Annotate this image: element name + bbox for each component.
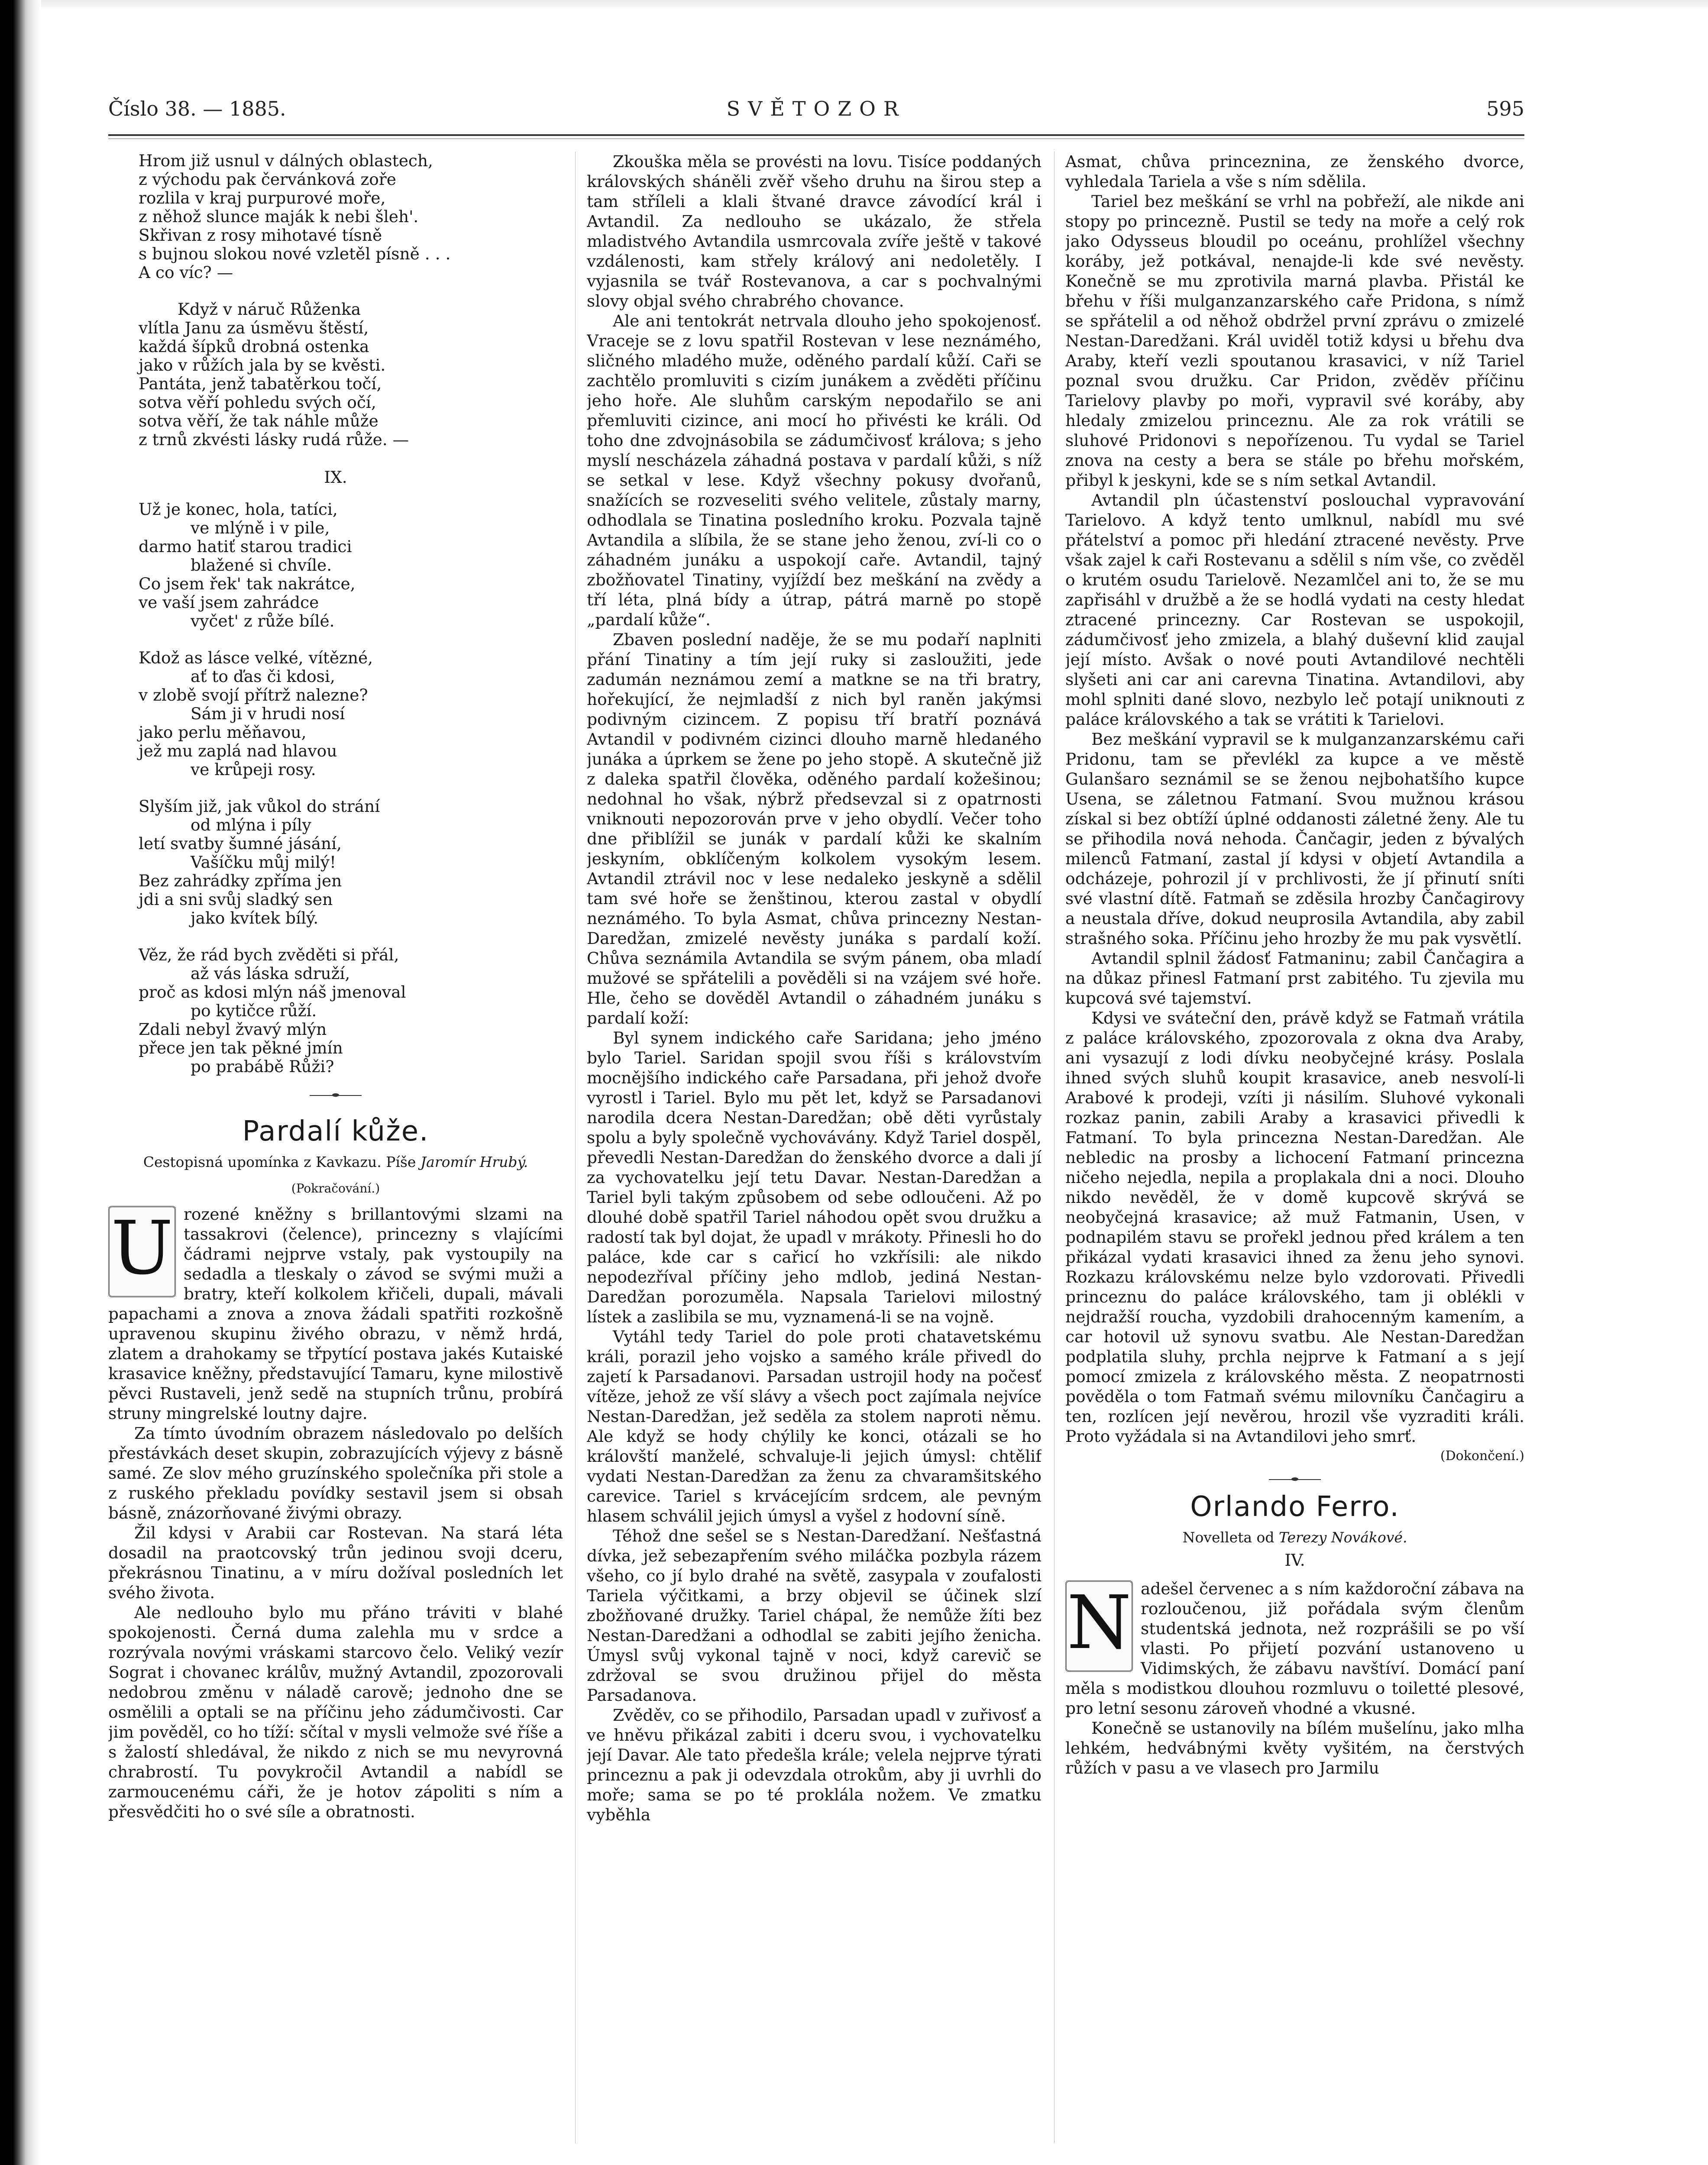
poem-line: Skřivan z rosy mihotavé tísně bbox=[139, 226, 382, 245]
paragraph: Byl synem indického caře Saridana; jeho jméno bylo Tariel. Saridan spojil svou říši s královstvím mocnějšího indického caře Parsadana, při jehož dvoře vyrostl i Tariel. Bylo mu pět let, když se Parsadanovi narodila dcera Nestan-Daredžan; obě děti vyrůstaly spolu a byly společně vychovávány. Když Tariel dospěl, převedli Nestan-Daredžan do ženského dvorce a dali jí za vychovatelku její tetu Davar. Nestan-Daredžan a Tariel byli takým způsobem od sebe odloučeni. Až po dlouhé době spatřil Tariel náhodou opět svou družku a radostí tak byl dojat, že upadl v mrákoty. Přinesli ho do paláce, kde car s cařicí ho vzkřísili: ale nikdo nepodezříval příčiny jeho mdlob, jediná Nestan-Daredžan porozuměla. Napsala Tarielovi milostný lístek a zaslibila se mu, vyznamená-li se na vojně. bbox=[587, 1028, 1042, 1326]
story-author: Terezy Novákové. bbox=[1279, 1529, 1407, 1546]
poem-line: Už je konec, hola, tatíci, bbox=[139, 500, 338, 519]
story-subtitle bbox=[1065, 1528, 1524, 1547]
paragraph: Avtandil pln účastenství poslouchal vypravování Tarielovo. A když tento umlknul, nabídl mu své přátelství a pomoc při hledání ztracené nevěsty. Prve však zajel k caři Rostevanu a sdělil s ním vše, co zvěděl o krutém osudu Tarielově. Nezamlčel ani to, že se mu zapřisáhl v družbě a že se hodlá vydati na cesty hledat ztracené princezny. Car Rostevan se uspokojil, zádumčivosť jeho zmizela, a blahý duševní klid zaujal její místo. Avšak o nové pouti Avtandilové nechtěli slyšeti ani car ani carevna Tinatina. Avtandilovi, aby mohl splniti dané slovo, nezbylo leč potají uniknouti z paláce královského a tak se vrátiti k Tarielovi. bbox=[1065, 491, 1524, 729]
paragraph: Zkouška měla se provésti na lovu. Tisíce poddaných královských sháněli zvěř všeho druhu na širou step a tam stříleli a klali štvané dravce závodící král i Avtandil. Za nedlouho se ukázalo, že střela mladistvého Avtandila usmrcovala zvíře ještě v takové vzdálenosti, kam střely králový ani nedoletěly. I vyjasnila se tvář Rostevanova, a car s pochvalnými slovy objal svého chrabrého chovance. bbox=[587, 152, 1042, 310]
poem-line: rozlila v kraj purpurové moře, bbox=[139, 188, 386, 207]
divider-ornament bbox=[310, 1094, 362, 1097]
paragraph: Žil kdysi v Arabii car Rostevan. Na stará léta dosadil na praotcovský trůn jedinou svoji dceru, překrásnou Tinatinu, a v míru dožíval posledních let svého života. bbox=[108, 1523, 563, 1602]
page-number: 595 bbox=[1486, 97, 1524, 120]
poem-line: proč as kdosi mlýn náš jmenoval bbox=[139, 982, 406, 1002]
drop-cap-initial: U bbox=[108, 1206, 176, 1297]
column-3 bbox=[1065, 152, 1524, 2143]
header-rule bbox=[108, 134, 1524, 136]
paragraph: Zvěděv, co se přihodilo, Parsadan upadl v zuřivosť a ve hněvu přikázal zabiti i dceru svou, i vychovatelku její Davar. Ale tato předešla krále; velela nejprve týrati princeznu a pak ji odevzdala otrokům, aby ji uvrhli do moře; sama se po té proklála nožem. Ve zmatku vyběhla bbox=[587, 1706, 1042, 1824]
paragraph: Zbaven poslední naděje, že se mu podaří naplniti přání Tinatiny a tím její ruky si zasloužiti, jede zadumán neznámou zemí a matkne se na tři bratry, hořekující, že nejmladší z nich byl raněn jakýmsi podivným cizincem. Z popisu tří bratří poznává Avtandil v podivném cizinci dlouho marně hledaného junáka a úprkem se žene po jeho stopě. A skutečně již z daleka spatřil člověka, oděného pardalí kožešinou; nedohnal ho však, nýbrž předsevzal si z opatrnosti vniknouti nepozorován prve v jeho obydlí. Večer toho dne přiblížil se junák v pardalí kůži ke skalním jeskyním, obklíčeným kolkolem vysokým lesem. Avtandil ztrávil noc v lese nedaleko jeskyně a sdělil tam své hoře se ženštinou, kterou zastal v obydlí neznámého. To byla Asmat, chůva princezny Nestan-Daredžan, zmizelé nevěsty junáka s pardalí koží. Chůva seznámila Avtandila se svým pánem, oba mladí mužové se spřátelili a pověděli si na vzájem své hoře. Hle, čeho se dověděl Avtandil o záhadném junáku s pardalí koží: bbox=[587, 630, 1042, 1028]
paragraph: Téhož dne sešel se s Nestan-Daredžaní. Nešťastná dívka, jež sebezapřením svého miláčka pozbyla rázem všeho, co jí bylo drahé na světě, zasypala v zoufalosti Tariela výčitkami, a brzy objevil se účinek slzí zbožňované družky. Tariel chápal, že nemůže žíti bez Nestan-Daredžani a odhodlal se zabiti jejího ženicha. Úmysl svůj vykonal tajně v noci, když carevič se zdržoval se svou družinou přijel do města Parsadanova. bbox=[587, 1526, 1042, 1705]
paragraph: rozené kněžny s brillantovými slzami na tassakrovi (čelence), princezny s vlajícími čádrami nejprve vstaly, pak vystoupily na sedadla a tleskaly o závod se svými muži a bratry, kteří kolkolem křičeli, dupali, mávali papachami a znova a znova žádali spatřiti rozkošně upravenou skupinu živého obrazu, v němž hrdá, zlatem a drahokamy se třpytící postava jakés Kutaiské krasavice kněžny, představující Tamaru, kyne milostivě pěvci Rustaveli, jenž sedě na stupních trůnu, probírá struny mingrelské loutny dajre. bbox=[108, 1205, 563, 1423]
story-title: Pardalí kůže. bbox=[242, 1115, 429, 1147]
poem-line: ve mlýně i v pile, bbox=[191, 518, 330, 537]
poem-line: darmo hatiť starou tradici bbox=[139, 537, 352, 556]
poem-line: z něhož slunce maják k nebi šleh'. bbox=[139, 207, 419, 226]
paragraph: Konečně se ustanovily na bílém mušelínu, jako mlha lehkém, hedvábnými květy vyšitém, na čerstvých růžích v pasu a ve vlasech pro Jarmilu bbox=[1065, 1719, 1524, 1777]
paragraph: Asmat, chůva princeznina, ze ženského dvorce, vyhledala Tariela a vše s ním sdělila. bbox=[1065, 152, 1524, 191]
paragraph: Kdysi ve sváteční den, právě když se Fatmaň vrátila z paláce královského, zpozorovala z okna dva Araby, ani vysazují z lodi dívku neobyčejné krásy. Poslala ihned svých sluhů koupit krasavice, aneb nesvolí-li Arabové k prodeji, vzíti ji násilím. Sluhové vykonali rozkaz panin, zabili Araby a krasavici přivedli k Fatmaní. To byla princezna Nestan-Daredžan. Ale nebledic na prosby a lichocení Fatmaní princezna ničeho nejedla, nepila a proplakala dni a noci. Dlouho nikdo nevěděl, že v domě kupcově skrývá se neobyčejná krasavice; až muž Fatmanin, Usen, v podnapilém stavu se prořekl jednou před králem a ten přikázal vydati krasavici ihned za ženu jeho synovi. Rozkazu královskému nelze bylo vzdorovati. Přivedli princeznu do paláce královského, tam ji oblékli v nejdražší roucha, vyzdobili drahocenným kamením, a car hotovil už synovu svatbu. Ale Nestan-Daredžan podplatila sluhy, prchla nejprve k Fatmaní a s její pomocí zmizela z královského města. Z neopatrnosti pověděla o tom Fatmaň svému milovníku Čančagiru a ten, rozlícen její nevěrou, hrozil vše vyzraditi králi. Proto vyžádala si na Avtandilovi jeho smrť. bbox=[1065, 1008, 1524, 1446]
column-1 bbox=[108, 152, 563, 2143]
poem-stanza bbox=[139, 946, 563, 1076]
continuation-note: (Pokračování.) bbox=[291, 1181, 380, 1196]
poem-stanza bbox=[139, 300, 563, 449]
poem-line: ať to ďas či kdosi, bbox=[191, 667, 335, 686]
poem-line: sotva věří pohledu svých očí, bbox=[139, 393, 376, 412]
story-author: Jaromír Hrubý. bbox=[420, 1154, 528, 1170]
column-divider bbox=[1054, 152, 1055, 2143]
poem-line: Bez zahrádky zpříma jen bbox=[139, 871, 342, 890]
poem-stanza bbox=[139, 152, 563, 282]
section-number: IX. bbox=[324, 468, 347, 487]
poem-line: jež mu zaplá nad hlavou bbox=[139, 741, 337, 760]
poem-line: A co víc? — bbox=[139, 263, 233, 282]
poem-line: Slyším již, jak vůkol do strání bbox=[139, 797, 380, 816]
poem-line: letí svatby šumné jásání, bbox=[139, 834, 342, 853]
drop-cap-initial: N bbox=[1065, 1580, 1133, 1672]
column-divider bbox=[575, 152, 576, 2143]
publication-title: SVĚTOZOR bbox=[726, 97, 906, 120]
story-body bbox=[1065, 1579, 1524, 1778]
poem-line: Kdož as lásce velké, vítězné, bbox=[139, 648, 373, 667]
scan-margin-edge bbox=[0, 0, 41, 2165]
poem-line: Zdali nebyl žvavý mlýn bbox=[139, 1020, 327, 1039]
paragraph: Ale nedlouho bylo mu přáno tráviti v blahé spokojenosti. Černá duma zalehla mu v srdce a rozrývala novými vráskami starcovo čelo. Veliký vezír Sograt i chovanec králův, mužný Avtandil, zpozorovali nedobrou změnu v náladě carově; jednoho dne se osmělili a optali se na příčinu jeho zádumčivosti. Car jim pověděl, co ho tíží: sčítal v mysli velmože své říše a s žalostí shledával, že nikdo z nich se mu nevyrovná chrabrostí. Tu povykročil Avtandil a nabídl se zarmoucenému cáři, že je hotov zápoliti s ním a přesvědčiti ho o své síle a obratnosti. bbox=[108, 1603, 563, 1821]
poem-line: z trnů zkvésti lásky rudá růže. — bbox=[139, 430, 409, 449]
poem-stanza bbox=[139, 649, 563, 779]
poem-line: jdi a sni svůj sladký sen bbox=[139, 890, 333, 909]
continuation-signoff: (Dokončení.) bbox=[1440, 1448, 1524, 1464]
poem-line: ve vaší jsem zahrádce bbox=[139, 593, 319, 612]
chapter-number: IV. bbox=[1284, 1551, 1305, 1570]
poem-line: z východu pak červánková zoře bbox=[139, 170, 396, 189]
poem-line: jako perlu měňavou, bbox=[139, 723, 307, 742]
poem-line: od mlýna i píly bbox=[191, 815, 311, 834]
poem-line: Vašíčku můj milý! bbox=[191, 853, 336, 872]
page-header bbox=[108, 91, 1524, 126]
poem-stanza bbox=[139, 797, 563, 927]
poem-line: Pantáta, jenž tabatěrkou točí, bbox=[139, 374, 382, 393]
poem-line: ve krůpeji rosy. bbox=[191, 760, 316, 779]
poem-line: Hrom již usnul v dálných oblastech, bbox=[139, 152, 433, 170]
story-subtitle-text: Novelleta od bbox=[1182, 1529, 1275, 1546]
poem-line: Když v náruč Růženka bbox=[178, 300, 361, 319]
newspaper-page bbox=[108, 91, 1524, 2143]
poem-stanza bbox=[139, 500, 563, 630]
story-subtitle-text: Cestopisná upomínka z Kavkazu. Píše bbox=[143, 1154, 416, 1170]
poem-line: Věz, že rád bych zvěděti si přál, bbox=[139, 945, 399, 964]
column-2 bbox=[587, 152, 1042, 2143]
scan-top-edge bbox=[41, 0, 1708, 10]
poem-line: v zlobě svojí přítrž nalezne? bbox=[139, 685, 368, 704]
poem-line: Sám ji v hrudi nosí bbox=[191, 704, 345, 723]
poem-line: každá šípků drobná ostenka bbox=[139, 337, 369, 356]
paragraph: Vytáhl tedy Tariel do pole proti chatavetskému králi, porazil jeho vojsko a samého krále přivedl do zajetí k Parsadanovi. Parsadan ustrojil hody na počesť vítěze, jehož ze vší slávy a všech poct zajímala nejvíce Nestan-Daredžan, jež seděla za stolem naproti němu. Ale když se hody chýlily ke konci, otázali se ho královští manželé, schvaluje-li jejich úmysl: chtělif vydati Nestan-Daredžan za ženu za chvaramšitského carevice. Tariel s krvácejícím srdcem, ale pevným hlasem schválil jejich úmysl a vyšel z hodovní síně. bbox=[587, 1327, 1042, 1525]
poem-line: po kytičce růží. bbox=[191, 1001, 317, 1020]
poem-line: jako v růžích jala by se kvěsti. bbox=[139, 355, 386, 375]
poem-line: s bujnou slokou nové vzletěl písně . . . bbox=[139, 244, 451, 263]
paragraph: adešel červenec a s ním každoroční zábava na rozloučenou, již pořádala svým členům studentská jednota, než rozprášili se po vší vlasti. Po přijetí pozvání ustanoveno u Vidimských, že zábavu navštíví. Domácí paní měla s modistkou dlouhou rozmluvu o toiletté plesové, pro letní sesonu zároveň vhodné a vkusné. bbox=[1065, 1579, 1524, 1718]
poem-line: po prabábě Růži? bbox=[191, 1057, 334, 1076]
story-body bbox=[108, 1204, 563, 1822]
poem-line: Co jsem řek' tak nakrátce, bbox=[139, 574, 356, 593]
paragraph: Ale ani tentokrát netrvala dlouho jeho spokojenosť. Vraceje se z lovu spatřil Rostevan v lese neznámého, sličného mladého muže, oděného pardalí kůží. Caři se zachtělo promluviti s cizím junákem a zvěděti příčinu jeho hoře. Ale sluhům carským nepodařilo se ani přemluviti cizince, ani mocí ho přivésti ke králi. Od toho dne zdvojnásobila se zádumčivosť králova; s jeho myslí nescházela záhadná postava v pardalí kůži, s níž se setkal v lese. Když všechny pokusy dvořanů, snažících se rozveseliti svého velitele, zůstaly marny, odhodlala se Tinatina posledního kroku. Pozvala tajně Avtandila a slíbila, že se stane jeho ženou, zví-li co o záhadném junáku a uspokojí caře. Avtandil, tajný zbožňovatel Tinatiny, vyjíždí bez meškání na zvědy a tří léta, plná bídy a útrap, pátrá marně po stopě „pardalí kůže“. bbox=[587, 311, 1042, 629]
story-subtitle bbox=[108, 1153, 563, 1171]
paragraph: Za tímto úvodním obrazem následovalo po delších přestávkách deset skupin, zobrazujících výjevy z básně samé. Ze slov mého gruzínského společníka při stole a z ruského překladu povídky sestavil jsem si obsah básně, znázorňované živými obrazy. bbox=[108, 1424, 563, 1522]
divider-ornament bbox=[1269, 1478, 1321, 1481]
paragraph: Tariel bez meškání se vrhl na pobřeží, ale nikde ani stopy po princezně. Pustil se tedy na moře a celý rok jako Odysseus bloudil po oceánu, prohlížel všechny koráby, jež potkával, nenajde-li kde své nevěsty. Konečně se mu zprotivila marná plavba. Přistál ke břehu v říši mulganzanzarského caře Pridona, s nímž se spřátelil a od něhož obdržel první zprávu o zmizelé Nestan-Daredžani. Král uviděl totiž kdysi u břehu dva Araby, kteří vezli spoutanou krasavici, v níž Tariel poznal svou družku. Car Pridon, zvěděv příčinu Tarielovy plavby po moři, vypravil své koráby, aby hledaly zmizelou princeznu. Ale za rok vrátili se sluhové Pridonovi s nepořízenou. Tu vydal se Tariel znova na cesty a bera se stále po břehu mořském, přibyl k jeskyni, kde se s ním setkal Avtandil. bbox=[1065, 192, 1524, 490]
poem-line: sotva věří, že tak náhle může bbox=[139, 411, 378, 430]
poem-line: až vás láska sdruží, bbox=[191, 964, 350, 983]
poem-line: vlítla Janu za úsměvu štěstí, bbox=[139, 318, 369, 337]
poem-line: blažené si chvíle. bbox=[191, 556, 332, 575]
paragraph: Avtandil splnil žádosť Fatmaninu; zabil Čančagira a na důkaz přinesl Fatmaní prst zabitého. Tu zjevila mu kupcová své tajemství. bbox=[1065, 949, 1524, 1008]
issue-number: Číslo 38. — 1885. bbox=[108, 97, 286, 120]
poem-line: vyčet' z růže bílé. bbox=[191, 611, 335, 630]
paragraph: Bez meškání vypravil se k mulganzanzarskému caři Pridonu, tam se převlékl za kupce a ve městě Gulanšaro seznámil se se ženou nejbohatšího kupce Usena, se záletnou Fatmaní. Svou mužnou krásou získal si bez obtíží úplné oddanosti záletné ženy. Ale tu se přihodila nová nehoda. Čančagir, jeden z bývalých milenců Fatmaní, zastal jí kdysi v objetí Avtandila a odcházeje, pohrozil jí v prchlivosti, že jí přinutí sníti své vlastní dítě. Fatmaň se zděsila hrozby Čančagirovy a neustala dříve, dokud neuprosila Avtandila, aby zabil strašného soka. Příčinu jeho hrozby že mu pak vysvětlí. bbox=[1065, 730, 1524, 948]
poem-line: přece jen tak pěkné jmín bbox=[139, 1038, 343, 1057]
poem-line: jako kvítek bílý. bbox=[191, 908, 319, 927]
story-title: Orlando Ferro. bbox=[1190, 1491, 1400, 1523]
